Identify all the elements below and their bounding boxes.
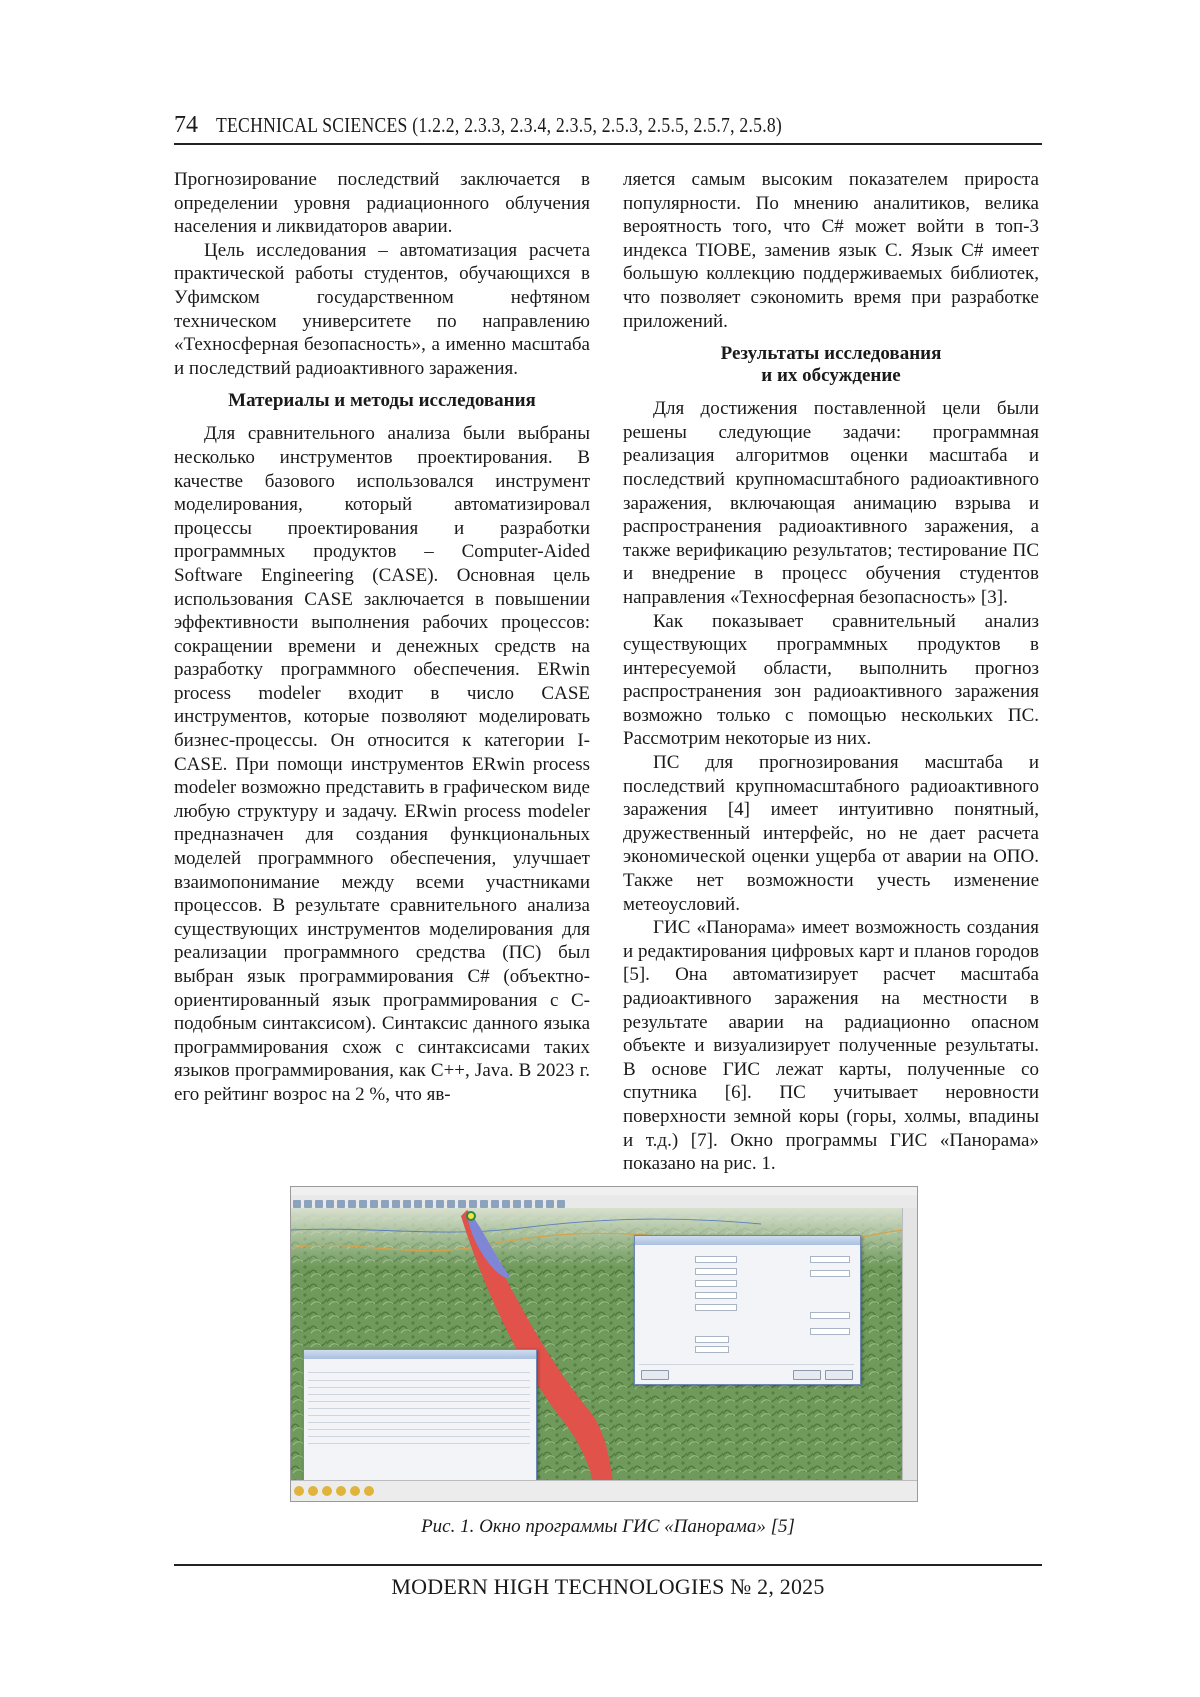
status-icon — [308, 1486, 318, 1496]
dialog-field — [695, 1280, 737, 1287]
paragraph: Для сравнительного анализа были выбраны несколько инструментов проектирования. В качестве базового использовался инструмент моделирования, который автоматизировал процессы проектирования и разработки программных продуктов – Computer-Aided Software Engineering (CASE). Основная цель использования CASE заключается в повышении эффективности выполнения рабочих процессов: сокращении времени и денежных средств на разработку программного обеспечения. ERwin process modeler входит в число CASE инструментов, которые позволяют моделировать бизнес-процессы. Он относится к категории I-CASE. При помощи инструментов ERwin process modeler возможно представить в графическом виде любую структуру и задачу. ERwin process modeler предназначен для создания функциональных моделей программного обеспечения, улучшает взаимопонимание между всеми участниками процессов. В результате сравнительного анализа существующих инструментов моделирования для реализации программного средства (ПС) был выбран язык программирования C# (объектно-ориентированный язык программирования с С-подобным синтаксисом). Синтаксис данного языка программирования схож с синтаксисами таких языков программирования, как C++, Java. В 2023 г. его рейтинг возрос на 2 %, что яв- — [174, 423, 590, 1105]
paragraph: Цель исследования – автоматизация расчета практической работы студентов, обучающихся в Уфимском государственном нефтяном техническом университете по направлению «Техносферная безопасность», а именно масштаба и последствий радиоактивного заражения. — [174, 239, 590, 379]
header-rule — [174, 143, 1042, 145]
section-heading — [623, 343, 1039, 387]
toolbar-icon — [359, 1200, 367, 1208]
status-icon — [294, 1486, 304, 1496]
heading-line: и их обсуждение — [761, 365, 901, 387]
toolbar-icon — [403, 1200, 411, 1208]
paragraph: Как показывает сравнительный анализ существующих программных продуктов в интересуемой области, выполнить прогноз распространения зон радиоактивного заражения возможно только с помощью нескольких ПС. Рассмотрим некоторые из них. — [623, 610, 1039, 750]
dialog-field — [810, 1270, 850, 1277]
toolbar-icon — [447, 1200, 455, 1208]
table-row — [308, 1422, 530, 1423]
toolbar-icon — [425, 1200, 433, 1208]
toolbar-icon — [513, 1200, 521, 1208]
table-row — [308, 1443, 530, 1444]
section-heading: Материалы и методы исследования — [228, 390, 536, 412]
left-column — [174, 168, 590, 1107]
journal-section-title: TECHNICAL SCIENCES (1.2.2, 2.3.3, 2.3.4, 2.3.5, 2.5.3, 2.5.5, 2.5.7, 2.5.8) — [216, 113, 783, 137]
dialog-field — [695, 1346, 729, 1353]
dialog-button — [793, 1370, 821, 1380]
toolbar-icon — [480, 1200, 488, 1208]
toolbar-icon — [293, 1200, 301, 1208]
journal-footer: MODERN HIGH TECHNOLOGIES № 2, 2025 — [391, 1574, 825, 1599]
toolbar-icon — [414, 1200, 422, 1208]
toolbar-icon — [326, 1200, 334, 1208]
table-row — [308, 1401, 530, 1402]
app-menubar — [291, 1187, 917, 1195]
app-toolbar — [291, 1195, 917, 1209]
paragraph: Прогнозирование последствий заключается в определении уровня радиационного облучения населения и ликвидаторов аварии. — [174, 169, 590, 238]
dialog-field — [810, 1256, 850, 1263]
toolbar-icon — [315, 1200, 323, 1208]
footer-rule — [174, 1564, 1042, 1566]
dialog-separator — [639, 1364, 854, 1365]
dialog-field — [695, 1336, 729, 1343]
parameters-dialog — [634, 1235, 861, 1385]
paragraph: ляется самым высоким показателем прироста популярности. По мнению аналитиков, велика вероятность того, что C# может войти в топ-3 индекса TIOBE, заменив язык С. Язык C# имеет большую коллекцию поддерживаемых библиотек, что позволяет сэкономить время при разработке приложений. — [623, 169, 1039, 332]
toolbar-icon — [337, 1200, 345, 1208]
toolbar-icon — [348, 1200, 356, 1208]
dialog-field — [695, 1256, 737, 1263]
accident-source-marker — [467, 1212, 475, 1220]
running-header — [174, 112, 1042, 140]
paragraph: ПС для прогнозирования масштаба и последствий крупномасштабного радиоактивного заражения [4] имеет интуитивно понятный, дружественный интерфейс, но не дает расчета экономической оценки ущерба от аварии на ОПО. Также нет возможности учесть изменение метеоусловий. — [623, 752, 1039, 915]
table-row — [308, 1380, 530, 1381]
app-statusbar — [291, 1480, 917, 1501]
table-row — [308, 1387, 530, 1388]
toolbar-icon — [436, 1200, 444, 1208]
status-icon — [322, 1486, 332, 1496]
toolbar-icon — [535, 1200, 543, 1208]
paragraph: ГИС «Панорама» имеет возможность создания и редактирования цифровых карт и планов городов [5]. Она автоматизирует расчет масштаба радиоактивного заражения на местности в результате аварии на радиационно опасном объекте и визуализирует полученные результаты. В основе ГИС лежат карты, полученные со спутника [6]. ПС учитывает неровности поверхности земной коры (горы, холмы, впадины и т.д.) [7]. Окно программы ГИС «Панорама» показано на рис. 1. — [623, 917, 1039, 1175]
table-row — [308, 1372, 530, 1373]
figure-caption: Рис. 1. Окно программы ГИС «Панорама» [5] — [421, 1516, 795, 1537]
toolbar-icon — [304, 1200, 312, 1208]
status-icon — [364, 1486, 374, 1496]
toolbar-icon — [469, 1200, 477, 1208]
toolbar-icon — [557, 1200, 565, 1208]
table-row — [308, 1436, 530, 1437]
dialog-field — [810, 1328, 850, 1335]
dialog-button — [825, 1370, 853, 1380]
page-number: 74 — [174, 112, 198, 138]
table-row — [308, 1394, 530, 1395]
dialog-field — [695, 1268, 737, 1275]
toolbar-icon — [370, 1200, 378, 1208]
results-dialog — [303, 1349, 537, 1501]
status-icon — [336, 1486, 346, 1496]
paragraph: Для достижения поставленной цели были решены следующие задачи: программная реализация алгоритмов оценки масштаба и последствий крупномасштабного радиоактивного заражения, включающая анимацию взрыва и распространения радиоактивного заражения, а также верификацию результатов; тестирование ПС и внедрение в процесс обучения студентов направления «Техносферная безопасность» [3]. — [623, 398, 1039, 608]
dialog-titlebar — [635, 1236, 860, 1245]
status-icon — [350, 1486, 360, 1496]
toolbar-icon — [546, 1200, 554, 1208]
dialog-field — [695, 1292, 737, 1299]
gis-panorama-screenshot — [290, 1186, 918, 1502]
right-column — [623, 168, 1039, 1176]
toolbar-icon — [381, 1200, 389, 1208]
table-row — [308, 1429, 530, 1430]
dialog-field — [695, 1304, 737, 1311]
toolbar-icon — [458, 1200, 466, 1208]
map-scrollbar — [902, 1208, 917, 1481]
toolbar-icon — [392, 1200, 400, 1208]
table-row — [308, 1415, 530, 1416]
dialog-titlebar — [304, 1350, 536, 1359]
table-row — [308, 1408, 530, 1409]
toolbar-icon — [524, 1200, 532, 1208]
heading-line: Результаты исследования — [720, 343, 942, 365]
dialog-button — [641, 1370, 669, 1380]
dialog-field — [810, 1312, 850, 1319]
toolbar-icon — [491, 1200, 499, 1208]
toolbar-icon — [502, 1200, 510, 1208]
